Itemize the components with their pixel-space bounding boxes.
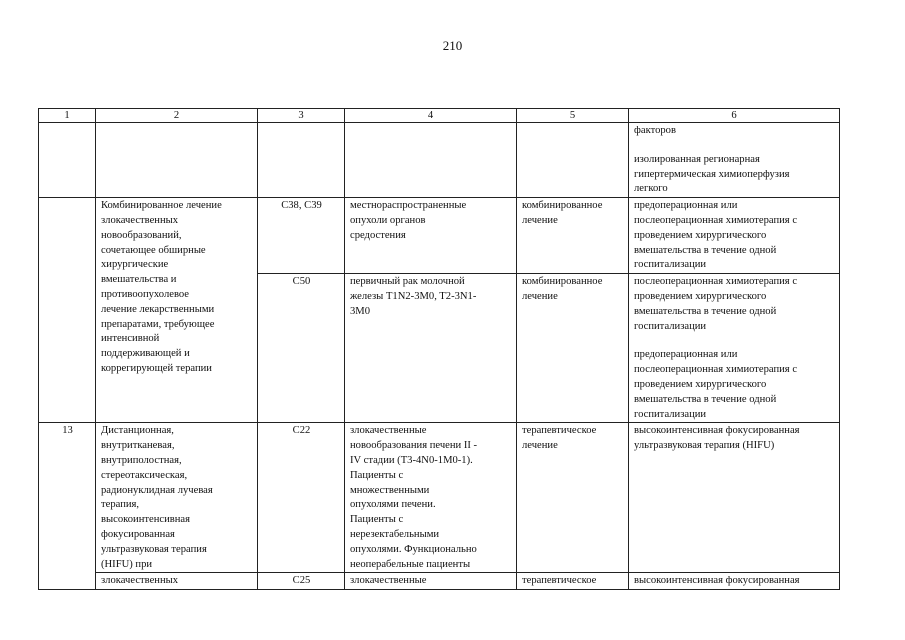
column-header: 1	[39, 109, 96, 123]
care-type-cell: Дистанционная, внутритканевая, внутриполостная, стереотаксическая, радионуклидная лучевая терапия, высокоинтенсивная фокусированная ультразвуковая терапия (HIFU) при	[96, 423, 258, 573]
treatment-method-cell	[629, 123, 840, 198]
table-cell	[96, 123, 258, 198]
page-number: 210	[442, 38, 463, 53]
patient-model-cell: местнораспространенные опухоли органов средостения	[345, 198, 517, 274]
table-cell	[258, 123, 345, 198]
treatment-text: факторов	[634, 125, 676, 136]
table-row	[39, 198, 840, 274]
icd-code-cell: C22	[258, 423, 345, 573]
treatment-type-cell: комбинированное лечение	[517, 274, 629, 423]
icd-code-cell: C38, C39	[258, 198, 345, 274]
column-number-row	[39, 109, 840, 123]
table-cell	[345, 123, 517, 198]
column-header: 2	[96, 109, 258, 123]
treatment-method-cell: послеоперационная химиотерапия с проведением хирургического вмешательства в течение одной госпитализации предоперационная или послеоперационная химиотерапия с проведением хирургического вмешательства в течение одной госпитализации	[629, 274, 840, 423]
table-row	[39, 123, 840, 198]
medical-care-table	[38, 108, 840, 590]
treatment-type-cell: терапевтическое лечение	[517, 423, 629, 573]
table-cell	[39, 123, 96, 198]
column-header: 4	[345, 109, 517, 123]
table-cell	[517, 123, 629, 198]
treatment-method-cell: высокоинтенсивная фокусированная ультразвуковая терапия (HIFU)	[629, 423, 840, 573]
care-type-cell: злокачественных	[96, 573, 258, 590]
treatment-method-cell: предоперационная или послеоперационная химиотерапия с проведением хирургического вмешательства в течение одной госпитализации	[629, 198, 840, 274]
column-header: 3	[258, 109, 345, 123]
treatment-text: изолированная регионарная гипертермическая химиоперфузия легкого	[634, 153, 790, 195]
row-number-cell	[39, 198, 96, 423]
column-header: 5	[517, 109, 629, 123]
table-row	[39, 423, 840, 573]
treatment-method-cell: высокоинтенсивная фокусированная	[629, 573, 840, 590]
patient-model-cell: злокачественные	[345, 573, 517, 590]
icd-code-cell: C25	[258, 573, 345, 590]
column-header: 6	[629, 109, 840, 123]
care-type-text: Комбинированное лечение злокачественных новообразований, сочетающее обширные хирургические вмешательства и противоопухолевое лечение лекарственными препаратами, требующее интенсивной поддерживающей и коррегирующей терапии	[101, 200, 222, 374]
treatment-type-cell: терапевтическое	[517, 573, 629, 590]
table-row	[39, 573, 840, 590]
care-type-cell	[96, 198, 258, 423]
row-number-cell: 13	[39, 423, 96, 590]
patient-model-cell: первичный рак молочной железы T1N2-3M0, T2-3N1- 3M0	[345, 274, 517, 423]
patient-model-cell: злокачественные новообразования печени II - IV стадии (T3-4N0-1M0-1). Пациенты с множественными опухолями печени. Пациенты с нерезектабельными опухолями. Функционально неоперабельные пациенты	[345, 423, 517, 573]
icd-code-cell: C50	[258, 274, 345, 423]
treatment-type-cell: комбинированное лечение	[517, 198, 629, 274]
